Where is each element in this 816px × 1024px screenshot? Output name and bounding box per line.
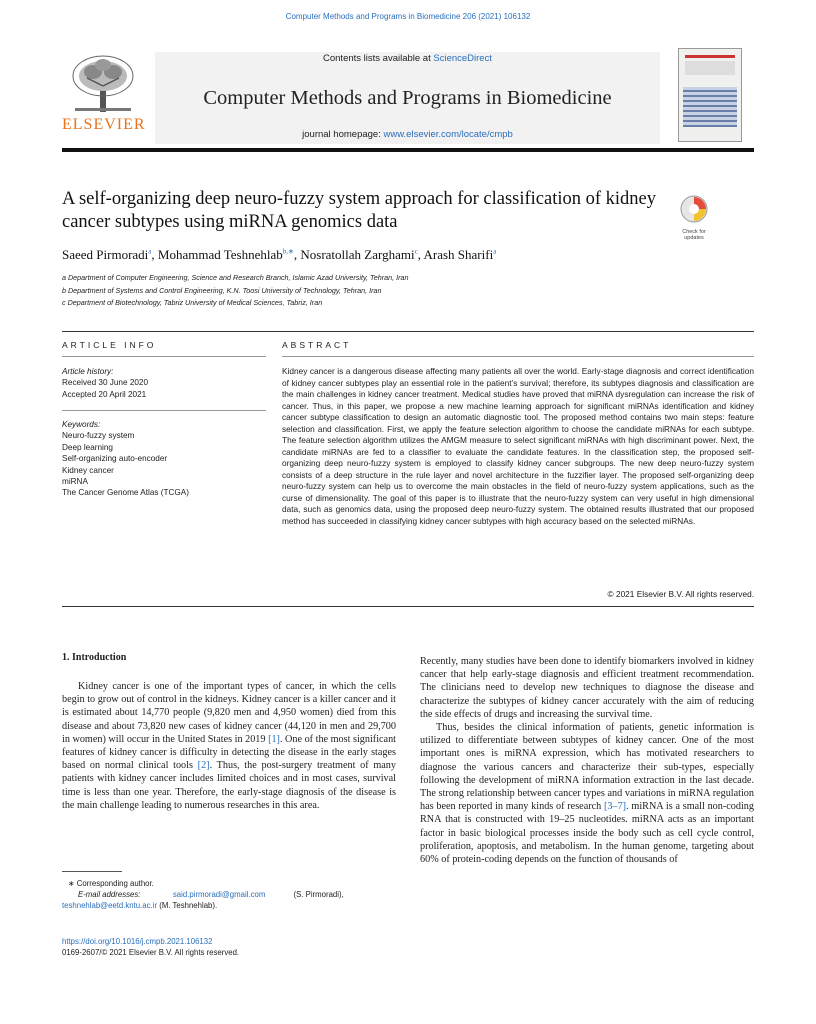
- author-3[interactable]: Nosratollah Zarghami: [300, 247, 415, 262]
- elsevier-logo: [62, 52, 144, 144]
- author-list: Saeed Pirmoradi$^a$, Mohammad Teshnehlab$^{b,∗}$, Nosratollah Zarghami$^c$, Arash Sharifi$^a$: [62, 247, 497, 262]
- masthead-rule: [62, 148, 754, 152]
- crossmark-icon: [679, 194, 709, 224]
- affiliation-c: c Department of Biotechnology, Tabriz University of Medical Sciences, Tabriz, Iran: [62, 298, 323, 307]
- keyword: Deep learning: [62, 442, 113, 452]
- author-2-affil[interactable]: b,∗: [282, 247, 294, 256]
- crossmark-label: Check for updates: [682, 229, 706, 241]
- journal-homepage-link[interactable]: www.elsevier.com/locate/cmpb: [383, 129, 513, 140]
- homepage-prefix: journal homepage:: [302, 129, 384, 140]
- article-info-heading: ARTICLE INFO: [62, 340, 157, 350]
- received-date: Received 30 June 2020: [62, 378, 149, 388]
- author-1[interactable]: Saeed Pirmoradi: [62, 247, 149, 262]
- contents-line: [155, 53, 660, 64]
- author-3-affil[interactable]: c: [414, 247, 418, 256]
- history-rule: [62, 410, 266, 411]
- author-2[interactable]: Mohammad Teshnehlab: [157, 247, 283, 262]
- intro-heading: 1. Introduction: [62, 652, 127, 663]
- corresponding-author-note: ∗ Corresponding author.: [68, 879, 154, 888]
- intro-paragraph: Kidney cancer is one of the important types of cancer, in which the cells begin to grow out of control in the kidneys. Kidney cancer is a killer cancer and it is estimated about 14,770 people (9,820 men and 4,950 women) died from this disease and about 73,820 new cases of kidney cancer (44,120 in men and 29,700 in women) will occur in the United States in 2019 [1]. One of the most significant features of kidney cancer is difficulty in detecting the disease in the early stages based on normal clinical tools [2]. Thus, the post-surgery treatment of many patients with kidney cancer includes limited choices and in most cases, survival time is less than one year. Therefore, the early-stage diagnosis of the disease is the main challenge leading to numerous researches in this area.: [62, 681, 396, 811]
- elsevier-tree-icon: [67, 52, 139, 114]
- keyword: Kidney cancer: [62, 465, 114, 475]
- email-label: E-mail addresses:: [78, 890, 141, 899]
- intro-paragraph: Thus, besides the clinical information of patients, genetic information is utilized to differentiate between subtypes of kidney cancer. One of the most important ones is miRNA expression, which has motivated researchers to diagnose the various cancers and characterize their sub-types, especially following the development of miRNA information extraction in the last decade. The strong relationship between cancer types and variations in miRNA regulation has been reported in many kinds of research [3–7]. miRNA is a small non-coding RNA that is constructed with 19–25 nucleotides. miRNA acts as an important factor in basic biological processes inside the body such as cell cycle control, proliferation, apoptosis, and metabolism. In the human genome, targeting about 60% of protein-coding depends on the function of thousands of: [420, 722, 754, 866]
- affiliations: [62, 272, 712, 310]
- abstract-bottom-rule: [62, 606, 754, 607]
- email-link[interactable]: said.pirmoradi@gmail.com: [172, 890, 266, 899]
- keywords-label: Keywords:: [62, 420, 101, 429]
- journal-cover-thumbnail: [678, 48, 742, 142]
- keyword: Self-organizing auto-encoder: [62, 454, 168, 464]
- email-link[interactable]: teshnehlab@eetd.kntu.ac.ir: [62, 901, 158, 910]
- abstract-heading: ABSTRACT: [282, 340, 352, 350]
- contents-prefix: Contents lists available at: [323, 53, 434, 64]
- citation-link[interactable]: [3–7]: [604, 801, 627, 813]
- author-1-affil[interactable]: a: [148, 247, 152, 256]
- issn-line: 0169-2607/© 2021 Elsevier B.V. All rights reserved.: [62, 948, 240, 957]
- intro-right-column: [420, 655, 754, 866]
- intro-paragraph: Recently, many studies have been done to identify biomarkers involved in kidney cancer that help early-stage diagnosis and efficient treatment recommendation. The clinicians need to develop new techniques to diagnose the disease and characterize the subtypes of kidney cancer accurately with the aim of reducing the side effects of drugs and increasing the survival time.: [420, 656, 754, 720]
- keyword: Neuro-fuzzy system: [62, 431, 135, 441]
- info-rule: [62, 356, 266, 357]
- journal-title: Computer Methods and Programs in Biomedicine: [203, 87, 612, 109]
- keyword: The Cancer Genome Atlas (TCGA): [62, 488, 189, 498]
- keyword: miRNA: [62, 477, 88, 487]
- intro-left-column: [62, 680, 396, 812]
- homepage-line: [155, 129, 660, 140]
- email-owner: (S. Pirmoradi),: [293, 890, 344, 899]
- citation-link[interactable]: [1]: [268, 733, 280, 745]
- author-4-affil[interactable]: a: [493, 247, 497, 256]
- section-rule: [62, 331, 754, 332]
- affiliation-a: a Department of Computer Engineering, Science and Research Branch, Islamic Azad University, Tehran, Iran: [62, 273, 409, 282]
- affiliation-b: b Department of Systems and Control Engineering, K.N. Toosi University of Technology, Tehran, Iran: [62, 285, 382, 295]
- article-title: A self-organizing deep neuro-fuzzy system approach for classification of kidney cancer subtypes using miRNA genomics data: [62, 189, 657, 232]
- abstract-rule: [282, 356, 754, 357]
- article-history: [62, 366, 266, 400]
- history-label: Article history:: [62, 367, 114, 376]
- author-4[interactable]: Arash Sharifi: [423, 247, 494, 262]
- keywords-block: [62, 419, 266, 499]
- journal-masthead: [62, 44, 754, 144]
- email-owner: (M. Teshnehlab).: [159, 901, 218, 910]
- footnote-rule: [62, 871, 122, 872]
- sciencedirect-link[interactable]: ScienceDirect: [433, 53, 492, 64]
- publisher-wordmark: ELSEVIER: [62, 116, 146, 133]
- page-footer: [62, 936, 462, 958]
- running-header[interactable]: Computer Methods and Programs in Biomedicine 206 (2021) 106132: [285, 12, 531, 21]
- abstract-copyright: © 2021 Elsevier B.V. All rights reserved.: [607, 589, 754, 599]
- abstract-text: Kidney cancer is a dangerous disease affecting many patients all over the world. Early-stage diagnosis and correct identification of kidney cancer subtypes play an essential role in the patient’s survival; therefore, its subtypes diagnosis and classification are the main challenges in kidney cancer treatment. Medical studies have proved that miRNA dysregulation can increase the risk of cancer. Thus, in this paper, we propose a new machine learning approach for significant miRNAs identification and kidney cancer subtype classification to design an automatic diagnostic tool. The proposed method contains two main steps: feature selection and classification. First, we apply the feature selection algorithm to choose the candidate miRNAs for each subtype. The feature selection algorithm utilizes the AMGM measure to select significant miRNAs with high discriminant power. Next, the candidate miRNAs are fed to a classifier to evaluate the candidate features. In the classification step, the proposed self-organizing deep neuro-fuzzy system is employed to classify kidney cancer subgroups. The new deep neuro-fuzzy system consists of a deep structure in the rule layer and novel architecture in the fuzzifier layer. The proposed self-organizing deep neuro-fuzzy system can help us to overcome the main obstacles in the field of neuro-fuzzy system applications, such as the curse of dimensionality. The goal of this paper is to illustrate that the neuro-fuzzy system can very useful in high dimensional data, such as genomics data, using the proposed deep neuro-fuzzy system. The obtained results illustrated that our proposed method has succeeded in classifying kidney cancer subtypes with high accuracy based on the selected miRNAs.: [282, 366, 754, 526]
- accepted-date: Accepted 20 April 2021: [62, 389, 147, 399]
- check-for-updates-badge[interactable]: [676, 194, 712, 241]
- corresponding-footnote: [62, 878, 396, 911]
- doi-link[interactable]: https://doi.org/10.1016/j.cmpb.2021.106132: [62, 937, 213, 946]
- citation-link[interactable]: [2]: [197, 760, 210, 772]
- journal-info-box: [155, 52, 660, 144]
